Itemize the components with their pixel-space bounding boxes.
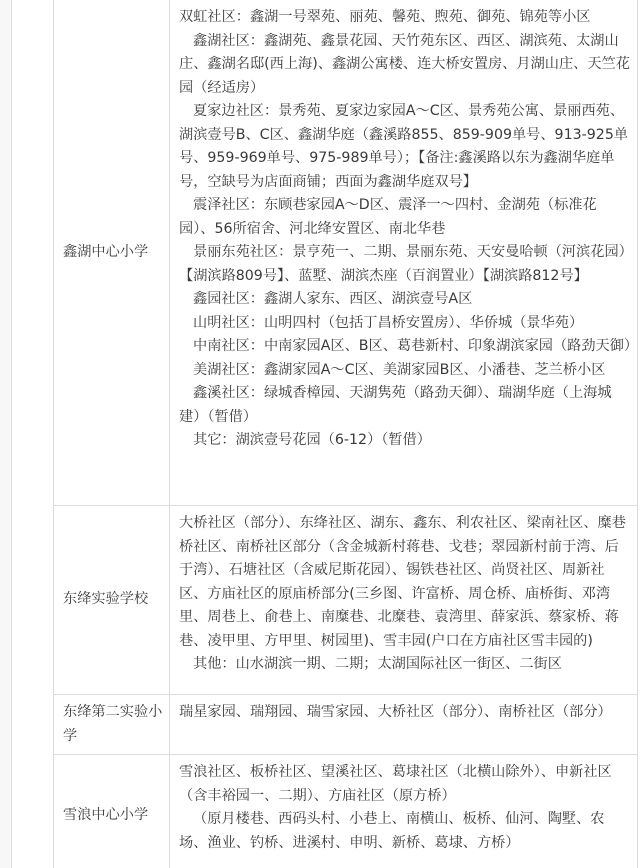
school-name: 鑫湖中心小学 bbox=[63, 243, 149, 260]
area-paragraph: 中南社区：中南家园A区、B区、葛巷新村、印象湖滨家园（路劲天御） bbox=[193, 338, 639, 354]
left-page-edge bbox=[0, 0, 12, 868]
area-cell bbox=[170, 506, 638, 695]
area-paragraph: 山明社区：山明四村（包括丁昌桥安置房）、华侨城（景华苑） bbox=[193, 314, 584, 331]
area-paragraph: 鑫园社区：鑫湖人家东、西区、湖滨壹号A区 bbox=[193, 291, 473, 307]
area-paragraph: 夏家边社区：景秀苑、夏家边家园A～C区、景秀苑公寓、景丽西苑、湖滨壹号B、C区、鑫湖华庭（鑫溪路855、859-909单号、913-925单号、959-969单号、975-989单号）；【备注:鑫溪路以东为鑫湖华庭单号，空缺号为店面商铺；西面为鑫湖华庭双号】 bbox=[179, 103, 629, 190]
table-row bbox=[54, 506, 638, 695]
school-name-cell bbox=[54, 0, 170, 506]
table-row bbox=[54, 0, 638, 506]
area-paragraph: 大桥社区（部分）、东绛社区、湖东、鑫东、利农社区、梁南社区、糜巷桥社区、南桥社区部分（含金城新村蒋巷、戈巷；翠园新村前于湾、后于湾）、石塘社区（含威尼斯花园）、锡铁巷社区、尚贤社区、周新社区、方庙社区的原庙桥部分(三乡图、许富桥、周仓桥、庙桥街、邓湾里、周巷上、俞巷上、南糜巷、北糜巷、袁湾里、薛家浜、蔡家桥、蒋巷、凌甲里、方甲里、树园里)、雪丰园(户口在方庙社区雪丰园的) bbox=[179, 515, 626, 649]
area-cell bbox=[170, 695, 638, 755]
area-paragraph: （原月楼巷、西码头村、小巷上、南横山、板桥、仙河、陶墅、农场、渔业、钓桥、进溪村、申明、新桥、葛埭、方桥） bbox=[179, 811, 605, 851]
area-paragraph: 瑞星家园、瑞翔园、瑞雪家园、大桥社区（部分）、南桥社区（部分） bbox=[179, 704, 612, 720]
area-paragraph: 景丽东苑社区：景亨苑一、二期、景丽东苑、天安曼哈顿（河滨花园）【湖滨路809号】、蓝墅、湖滨杰座（百润置业）【湖滨路812号】 bbox=[179, 244, 626, 284]
school-name-cell bbox=[54, 506, 170, 695]
area-paragraph: 雪浪社区、板桥社区、望溪社区、葛埭社区（北横山除外）、申新社区（含丰裕园一、二期）、方庙社区（原方桥） bbox=[179, 764, 612, 804]
area-paragraph: 其它：湖滨壹号花园（6-12）（暂借） bbox=[193, 432, 431, 448]
area-paragraph: 鑫湖社区：鑫湖苑、鑫景花园、天竹苑东区、西区、湖滨苑、太湖山庄、鑫湖名邸(西上海)、鑫湖公寓楼、连大桥安置房、月湖山庄、天竺花园（经适房） bbox=[179, 32, 630, 96]
area-cell bbox=[170, 0, 638, 506]
school-name-cell bbox=[54, 755, 170, 868]
school-name-cell bbox=[54, 695, 170, 755]
school-name: 雪浪中心小学 bbox=[63, 807, 149, 824]
table-row bbox=[54, 755, 638, 868]
area-paragraph: 其他：山水湖滨一期、二期；太湖国际社区一街区、二街区 bbox=[193, 656, 562, 672]
school-name: 东绛第二实验小学 bbox=[63, 704, 163, 744]
area-paragraph: 双虹社区：鑫湖一号翠苑、丽苑、馨苑、煦苑、御苑、锦苑等小区 bbox=[179, 9, 591, 25]
school-zone-table bbox=[53, 0, 638, 868]
area-cell bbox=[170, 755, 638, 868]
table-row bbox=[54, 695, 638, 755]
area-paragraph: 震泽社区：东顾巷家园A～D区、震泽一～四村、金湖苑（标准花园）、56所宿舍、河北绛安置区、南北华巷 bbox=[179, 197, 597, 237]
area-paragraph: 美湖社区：鑫湖家园A～C区、美湖家园B区、小潘巷、芝兰桥小区 bbox=[193, 361, 606, 378]
area-paragraph: 鑫溪社区：绿城香樟园、天湖隽苑（路劲天御）、瑞湖华庭（上海城建）（暂借） bbox=[179, 385, 612, 425]
school-name: 东绛实验学校 bbox=[63, 591, 149, 608]
